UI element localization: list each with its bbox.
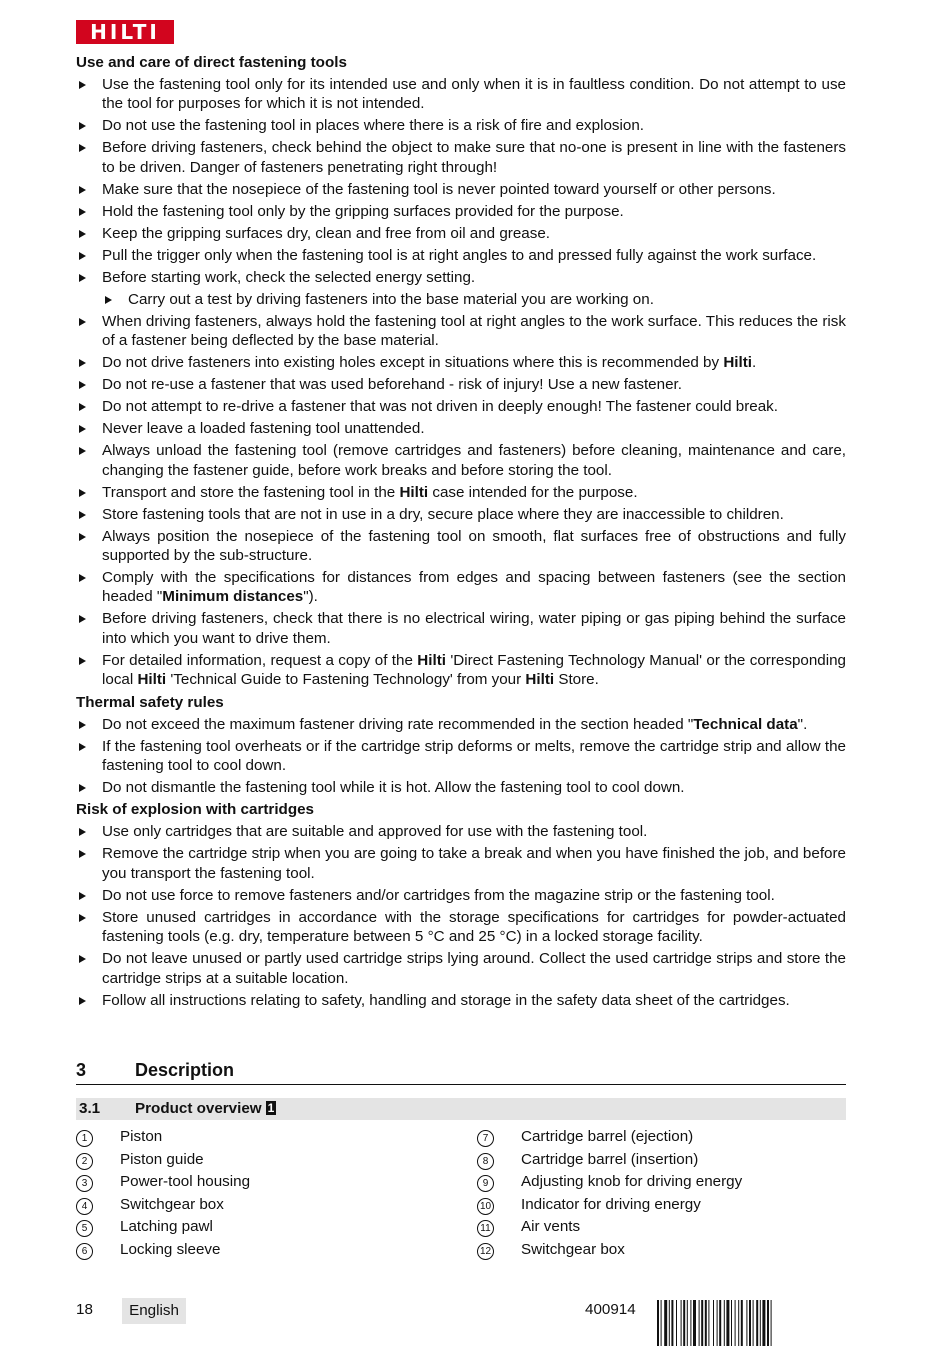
list-item xyxy=(76,419,846,438)
chapter-number: 3 xyxy=(76,1060,87,1080)
barcode-bar xyxy=(738,1300,739,1346)
item-text: Make sure that the nosepiece of the fastening tool is never pointed toward yourself or other persons. xyxy=(102,180,776,198)
part-number: 1 xyxy=(76,1130,93,1147)
item-text: Store unused cartridges in accordance with the storage specifications for cartridges for powder-actuated fastening tools (e.g. dry, temperature between 5 °C and 25 °C) in a locked storage facility. xyxy=(102,908,846,946)
list-item xyxy=(76,268,846,287)
list-item xyxy=(76,375,846,394)
emphasis-text: Technical data xyxy=(693,715,798,733)
subchapter-number: 3.1 xyxy=(79,1100,101,1117)
list-item xyxy=(76,246,846,265)
item-text: Do not exceed the maximum fastener driving rate recommended in the section headed " xyxy=(102,715,694,733)
part-item xyxy=(477,1128,847,1151)
item-text: 'Technical Guide to Fastening Technology' from your xyxy=(166,671,526,689)
parts-list-right xyxy=(477,1128,847,1264)
item-text: Pull the trigger only when the fastening tool is at right angles to and pressed fully against the work surface. xyxy=(102,246,817,264)
barcode-bar xyxy=(771,1300,772,1346)
part-name: Latching pawl xyxy=(120,1218,213,1236)
item-text: . xyxy=(752,354,757,372)
item-text: Before driving fasteners, check that there is no electrical wiring, water piping or gas piping behind the surface into which you want to drive them. xyxy=(102,610,846,647)
item-text: 'Direct Fastening Technology Manual' or the corresponding local xyxy=(102,651,846,689)
list-item xyxy=(76,949,846,988)
barcode-bar xyxy=(735,1300,736,1346)
item-text: Transport and store the fastening tool in the xyxy=(102,483,400,501)
item-text: Do not leave unused or partly used cartridge strips lying around. Collect the used cartridge strips and store the cartridge strips at a suitable location. xyxy=(102,950,846,987)
part-name: Piston xyxy=(120,1128,163,1145)
barcode xyxy=(657,1300,845,1346)
barcode-bar xyxy=(699,1300,700,1346)
barcode-bar xyxy=(717,1300,718,1346)
document-code: 400914 xyxy=(585,1301,636,1318)
list-item xyxy=(76,224,846,243)
part-number: 7 xyxy=(477,1130,494,1147)
list-item xyxy=(76,737,846,776)
item-text: Never leave a loaded fastening tool unattended. xyxy=(102,420,425,438)
list-item xyxy=(76,568,846,607)
part-number: 12 xyxy=(477,1243,494,1260)
emphasis-text: Hilti xyxy=(723,354,753,372)
list-item xyxy=(76,353,846,372)
subchapter-title: Product overview xyxy=(135,1100,262,1117)
item-text: For detailed information, request a copy of the xyxy=(102,651,418,669)
item-text: Store. xyxy=(554,671,599,689)
hilti-logo: HILTI xyxy=(76,20,174,44)
barcode-bar xyxy=(708,1300,709,1346)
item-text: Do not use force to remove fasteners and/or cartridges from the magazine strip or the fastening tool. xyxy=(102,886,775,904)
subchapter-title-wrap xyxy=(135,1098,276,1120)
item-text: Always unload the fastening tool (remove cartridges and fasteners) before cleaning, maintenance and care, changing the fastener guide, before work breaks and before storing the tool. xyxy=(102,442,846,479)
list-item xyxy=(76,908,846,947)
part-number: 4 xyxy=(76,1198,93,1215)
barcode-bar xyxy=(762,1300,765,1346)
part-item xyxy=(76,1241,446,1264)
barcode-bar xyxy=(693,1300,696,1346)
barcode-bar xyxy=(741,1300,743,1346)
barcode-bar xyxy=(676,1300,677,1346)
part-item xyxy=(76,1128,446,1151)
part-name: Adjusting knob for driving energy xyxy=(521,1173,743,1191)
page-number: 18 xyxy=(76,1301,93,1318)
barcode-bar xyxy=(726,1300,729,1346)
part-item xyxy=(76,1151,446,1174)
list-item xyxy=(76,290,846,309)
part-name: Locking sleeve xyxy=(120,1240,221,1258)
item-text: Always position the nosepiece of the fastening tool on smooth, flat surfaces free of obstructions and fully supported by the sub-structure. xyxy=(102,527,846,565)
item-text: Use only cartridges that are suitable and approved for use with the fastening tool. xyxy=(102,823,648,841)
part-number: 8 xyxy=(477,1153,494,1170)
parts-list-left xyxy=(76,1128,446,1264)
list-item xyxy=(76,778,846,797)
item-text: Do not re-use a fastener that was used beforehand - risk of injury! Use a new fastener. xyxy=(102,376,682,394)
list-item xyxy=(76,75,846,114)
barcode-bar xyxy=(746,1300,747,1346)
barcode-bar xyxy=(719,1300,721,1346)
item-text: Do not use the fastening tool in places where there is a risk of fire and explosion. xyxy=(102,117,644,135)
chapter-heading xyxy=(76,1060,846,1085)
list-item xyxy=(76,312,846,351)
barcode-bar xyxy=(767,1300,769,1346)
item-text: Before driving fasteners, check behind the object to make sure that no-one is present in line with the fasteners to be driven. Danger of fasteners penetrating right through! xyxy=(102,139,846,176)
barcode-bar xyxy=(713,1300,714,1346)
list-item xyxy=(76,991,846,1010)
item-text: Remove the cartridge strip when you are going to take a break and when you have finished the job, and before you transport the fastening tool. xyxy=(102,845,846,882)
emphasis-text: Minimum distances xyxy=(162,588,304,606)
item-text: Do not attempt to re-drive a fastener that was not driven in deeply enough! The fastener could break. xyxy=(102,398,778,416)
barcode-bar xyxy=(687,1300,688,1346)
barcode-bar xyxy=(753,1300,754,1346)
list-item xyxy=(76,844,846,883)
barcode-bar xyxy=(749,1300,751,1346)
item-text: Do not drive fasteners into existing holes except in situations where this is recommended by xyxy=(102,354,724,372)
subchapter-heading xyxy=(76,1098,846,1120)
item-text: Carry out a test by driving fasteners into the base material you are working on. xyxy=(128,290,654,308)
language-label: English xyxy=(122,1298,186,1324)
list-item xyxy=(76,483,846,502)
list-item xyxy=(76,822,846,841)
barcode-bar xyxy=(760,1300,761,1346)
barcode-bar xyxy=(683,1300,685,1346)
item-text: Comply with the specifications for distances from edges and spacing between fasteners (see the section headed " xyxy=(102,569,846,606)
bullet-list xyxy=(76,715,846,798)
part-name: Switchgear box xyxy=(120,1195,224,1213)
barcode-bar xyxy=(705,1300,707,1346)
part-name: Cartridge barrel (ejection) xyxy=(521,1128,694,1145)
part-item xyxy=(477,1173,847,1196)
bullet-list xyxy=(76,822,846,1010)
part-number: 3 xyxy=(76,1175,93,1192)
barcode-bar xyxy=(657,1300,659,1346)
item-text: If the fastening tool overheats or if the cartridge strip deforms or melts, remove the cartridge strip and allow the fastening tool to cool down. xyxy=(102,737,846,775)
part-name: Power-tool housing xyxy=(120,1173,251,1191)
emphasis-text: Hilti xyxy=(525,671,555,689)
item-text: When driving fasteners, always hold the fastening tool at right angles to the work surface. This reduces the risk of a fastener being deflected by the base material. xyxy=(102,312,846,350)
barcode-bar xyxy=(681,1300,682,1346)
list-item xyxy=(76,886,846,905)
part-number: 9 xyxy=(477,1175,494,1192)
part-item xyxy=(76,1196,446,1219)
part-item xyxy=(477,1241,847,1264)
item-text: case intended for the purpose. xyxy=(428,483,638,501)
part-item xyxy=(477,1151,847,1174)
section-heading: Use and care of direct fastening tools xyxy=(76,54,347,71)
item-text: Store fastening tools that are not in use in a dry, secure place where they are inaccessible to children. xyxy=(102,505,784,523)
list-item xyxy=(76,397,846,416)
list-item xyxy=(76,609,846,648)
part-name: Cartridge barrel (insertion) xyxy=(521,1150,699,1168)
list-item xyxy=(76,138,846,177)
part-item xyxy=(76,1218,446,1241)
list-item xyxy=(76,715,846,734)
list-item xyxy=(76,441,846,480)
barcode-bar xyxy=(724,1300,725,1346)
barcode-bar xyxy=(701,1300,703,1346)
emphasis-text: Hilti xyxy=(417,651,446,669)
part-number: 2 xyxy=(76,1153,93,1170)
list-item xyxy=(76,505,846,524)
emphasis-text: Hilti xyxy=(399,483,429,501)
part-number: 10 xyxy=(477,1198,494,1215)
barcode-bar xyxy=(661,1300,662,1346)
barcode-bar xyxy=(669,1300,670,1346)
item-text: Before starting work, check the selected energy setting. xyxy=(102,268,476,286)
part-number: 11 xyxy=(477,1220,494,1237)
part-number: 5 xyxy=(76,1220,93,1237)
barcode-bar xyxy=(671,1300,673,1346)
list-item xyxy=(76,651,846,690)
part-name: Indicator for driving energy xyxy=(521,1195,701,1213)
item-text: Follow all instructions relating to safety, handling and storage in the safety data sheet of the cartridges. xyxy=(102,991,790,1009)
part-item xyxy=(76,1173,446,1196)
item-text: Hold the fastening tool only by the gripping surfaces provided for the purpose. xyxy=(102,202,624,220)
bullet-list xyxy=(76,75,846,690)
item-text: "). xyxy=(303,588,318,606)
list-item xyxy=(76,180,846,199)
part-name: Air vents xyxy=(521,1218,581,1236)
item-text: ". xyxy=(797,715,808,733)
part-item xyxy=(477,1196,847,1219)
part-name: Switchgear box xyxy=(521,1240,625,1258)
emphasis-text: Hilti xyxy=(137,671,167,689)
item-text: Do not dismantle the fastening tool while it is hot. Allow the fastening tool to cool down. xyxy=(102,779,685,797)
list-item xyxy=(76,202,846,221)
barcode-bar xyxy=(756,1300,758,1346)
section-heading: Risk of explosion with cartridges xyxy=(76,801,314,819)
safety-instructions xyxy=(76,53,846,1010)
barcode-bar xyxy=(731,1300,732,1346)
section-heading: Thermal safety rules xyxy=(76,693,224,711)
part-item xyxy=(477,1218,847,1241)
barcode-bar xyxy=(690,1300,691,1346)
item-text: Keep the gripping surfaces dry, clean and free from oil and grease. xyxy=(102,224,551,242)
list-item xyxy=(76,527,846,566)
item-text: Use the fastening tool only for its intended use and only when it is in faultless condition. Do not attempt to use the tool for purposes for which it is not intended. xyxy=(102,76,846,113)
figure-badge: 1 xyxy=(267,1101,275,1115)
barcode-bar xyxy=(664,1300,667,1346)
part-number: 6 xyxy=(76,1243,93,1260)
list-item xyxy=(76,116,846,135)
part-name: Piston guide xyxy=(120,1150,204,1168)
chapter-title: Description xyxy=(135,1060,235,1080)
